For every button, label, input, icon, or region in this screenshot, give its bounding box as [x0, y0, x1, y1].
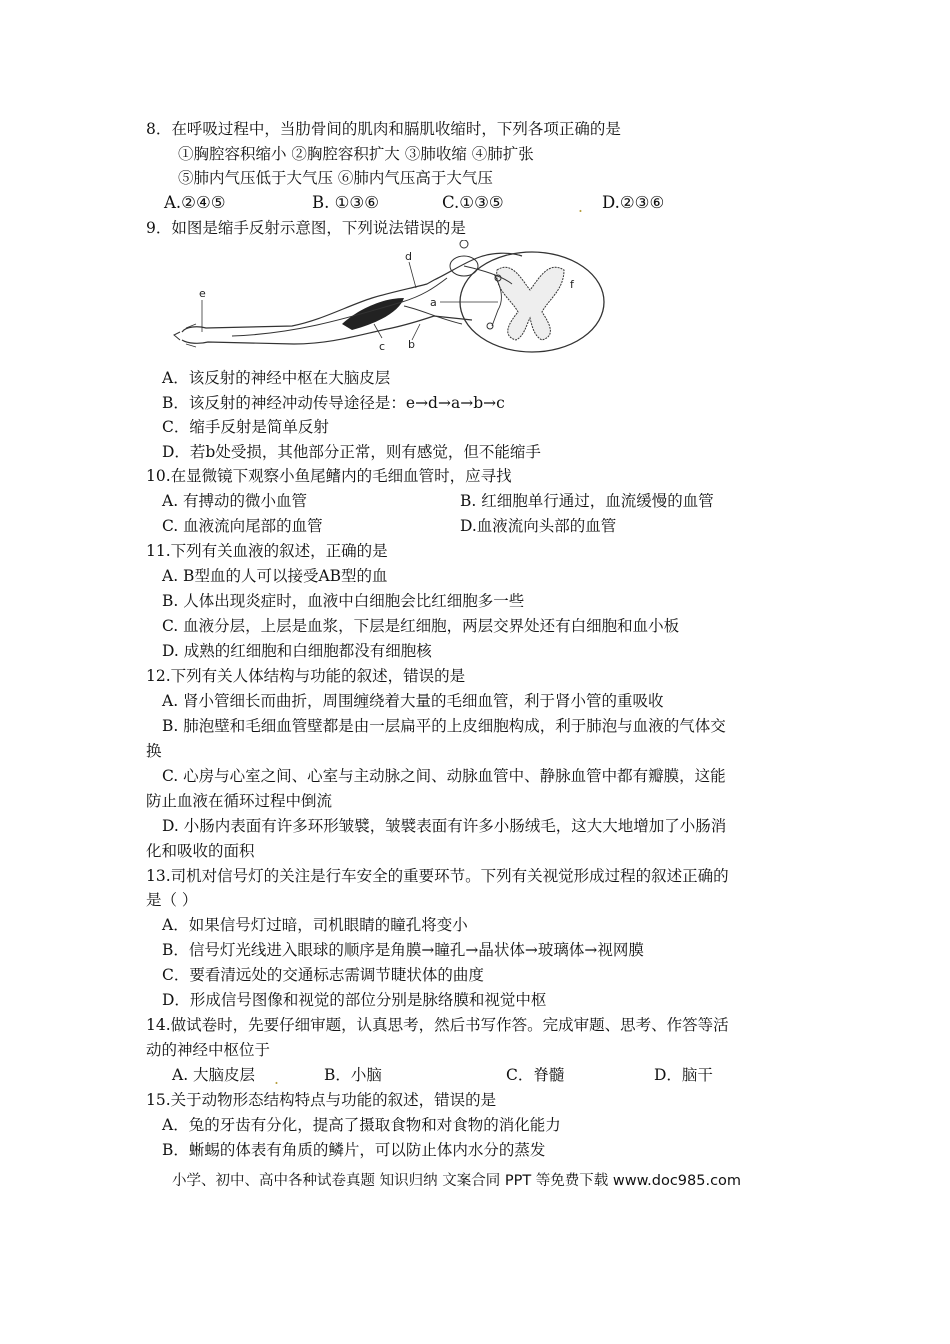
q12-option-b-line2: 换: [146, 742, 162, 760]
q13-option-b: B．信号灯光线进入眼球的顺序是角膜→瞳孔→晶状体→玻璃体→视网膜: [162, 941, 644, 959]
q9-stem: 9．如图是缩手反射示意图，下列说法错误的是: [146, 219, 466, 237]
q13-option-a: A．如果信号灯过暗，司机眼睛的瞳孔将变小: [162, 916, 468, 934]
q15-option-a: A．兔的牙齿有分化，提高了摄取食物和对食物的消化能力: [162, 1116, 561, 1134]
q11-option-a: A. B型血的人可以接受AB型的血: [162, 567, 388, 585]
q12-stem: 12.下列有关人体结构与功能的叙述，错误的是: [146, 667, 466, 685]
q11-option-c: C. 血液分层，上层是血浆，下层是红细胞，两层交界处还有白细胞和血小板: [162, 617, 680, 635]
q10-option-b: B. 红细胞单行通过，血流缓慢的血管: [460, 492, 714, 510]
q14-option-d: D．脑干: [654, 1066, 713, 1084]
q12-option-c-line1: C. 心房与心室之间、心室与主动脉之间、动脉血管中、静脉血管中都有瓣膜，这能: [162, 767, 726, 785]
q11-option-d: D. 成熟的红细胞和白细胞都没有细胞核: [162, 642, 432, 660]
q10-option-c: C. 血液流向尾部的血管: [162, 517, 323, 535]
q15-option-b: B．蜥蜴的体表有角质的鳞片，可以防止体内水分的蒸发: [162, 1141, 546, 1159]
q8-stem: 8．在呼吸过程中，当肋骨间的肌肉和膈肌收缩时，下列各项正确的是: [146, 120, 621, 138]
q12-option-d-line2: 化和吸收的面积: [146, 842, 255, 860]
diagram-label-a: a: [430, 296, 437, 309]
q14-stem-line2: 动的神经中枢位于: [146, 1041, 271, 1059]
q13-option-c: C．要看清远处的交通标志需调节睫状体的曲度: [162, 966, 484, 984]
q8-option-d: D.②③⑥: [602, 193, 665, 212]
q13-stem-line1: 13.司机对信号灯的关注是行车安全的重要环节。下列有关视觉形成过程的叙述正确的: [146, 867, 729, 885]
q10-stem: 10.在显微镜下观察小鱼尾鳍内的毛细血管时，应寻找: [146, 467, 512, 485]
q8-option-c: C.①③⑤: [442, 193, 504, 212]
q12-option-d-line1: D. 小肠内表面有许多环形皱襞，皱襞表面有许多小肠绒毛，这大大地增加了小肠消: [162, 817, 727, 835]
q12-option-a: A. 肾小管细长而曲折，周围缠绕着大量的毛细血管，利于肾小管的重吸收: [162, 692, 664, 710]
q14-option-a: A. 大脑皮层: [172, 1066, 256, 1084]
q10-option-d: D.血液流向头部的血管: [460, 517, 617, 535]
diagram-label-e: e: [199, 287, 206, 300]
q8-items-line1: ①胸腔容积缩小 ②胸腔容积扩大 ③肺收缩 ④肺扩张: [178, 145, 534, 163]
q9-option-c: C．缩手反射是简单反射: [162, 418, 329, 436]
q8-option-b: B. ①③⑥: [312, 193, 379, 212]
q12-option-b-line1: B. 肺泡壁和毛细血管壁都是由一层扁平的上皮细胞构成，利于肺泡与血液的气体交: [162, 717, 726, 735]
q15-stem: 15.关于动物形态结构特点与功能的叙述，错误的是: [146, 1091, 497, 1109]
diagram-label-d: d: [405, 250, 412, 263]
diagram-label-b: b: [408, 338, 415, 351]
stray-dot: .: [578, 198, 583, 216]
q9-option-d: D．若b处受损，其他部分正常，则有感觉，但不能缩手: [162, 443, 541, 461]
q10-option-a: A. 有搏动的微小血管: [162, 492, 308, 510]
stray-dot: .: [274, 1070, 279, 1088]
reflex-arc-diagram: [172, 240, 622, 365]
q14-stem-line1: 14.做试卷时，先要仔细审题，认真思考，然后书写作答。完成审题、思考、作答等活: [146, 1016, 729, 1034]
q9-option-b: B．该反射的神经冲动传导途径是：e→d→a→b→c: [162, 394, 505, 412]
q14-option-c: C．脊髓: [506, 1066, 565, 1084]
q8-option-a: A.②④⑤: [164, 193, 226, 212]
q13-option-d: D．形成信号图像和视觉的部位分别是脉络膜和视觉中枢: [162, 991, 547, 1009]
q13-stem-line2: 是（ ）: [146, 891, 198, 909]
diagram-label-c: c: [379, 340, 386, 353]
q12-option-c-line2: 防止血液在循环过程中倒流: [146, 792, 333, 810]
q11-option-b: B. 人体出现炎症时，血液中白细胞会比红细胞多一些: [162, 592, 525, 610]
q11-stem: 11.下列有关血液的叙述，正确的是: [146, 542, 388, 560]
q14-option-b: B．小脑: [324, 1066, 382, 1084]
page-footer: 小学、初中、高中各种试卷真题 知识归纳 文案合同 PPT 等免费下载 www.doc985.com: [172, 1173, 742, 1189]
q9-option-a: A．该反射的神经中枢在大脑皮层: [162, 369, 391, 387]
diagram-label-f: f: [570, 278, 574, 291]
q8-items-line2: ⑤肺内气压低于大气压 ⑥肺内气压高于大气压: [178, 169, 493, 187]
